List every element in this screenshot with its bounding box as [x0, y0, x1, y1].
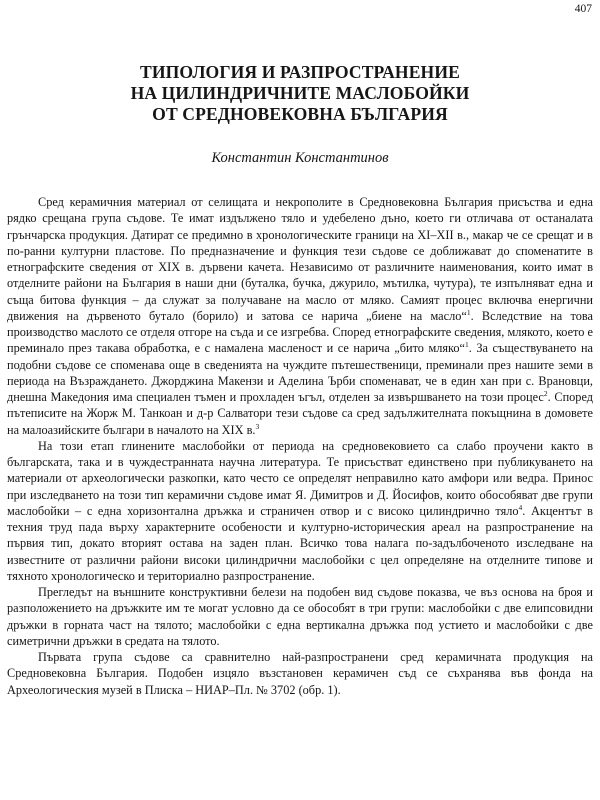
article-title — [0, 62, 600, 125]
title-line-1: ТИПОЛОГИЯ И РАЗПРОСТРАНЕНИЕ — [140, 62, 460, 82]
footnote-ref-3: 3 — [255, 421, 260, 431]
footnote-ref-2: 2 — [543, 388, 548, 398]
author-name: Константин Константинов — [211, 150, 389, 166]
title-line-3: ОТ СРЕДНОВЕКОВНА БЪЛГАРИЯ — [152, 104, 448, 124]
paragraph-1 — [7, 194, 593, 438]
paragraph-2-text-a: На този етап глинените маслобойки от периода на средновековието са слабо проучени както в българската, така и в чуждестранната научна литература. Те присъстват единствено при публикуването на материали от археологически разкопки, като често се определят неправилно като амфори или ведра. Принос при изследването на този тип керамични съдове имат Я. Димитров и Д. Йосифов, които обособяват две групи маслобойки – с една хоризонтална дръжка и страничен отвор и с високо цилиндрично тяло — [7, 438, 593, 518]
paragraph-4: Първата група съдове са сравнително най-разпространени сред керамичната продукция на Средновековна България. Подобен изцяло възстановен керамичен съд се съхранява във фонда на Археологическия музей в Плиска – НИАР–Пл. № 3702 (обр. 1). — [7, 650, 593, 697]
footnote-ref-1: 1 — [466, 307, 471, 317]
paragraph-1-text-c: . За съществуването на подобни съдове се споменава още в сведенията на чуждите пътешественици, преминали през нашите земи в периода на Възраждането. Джорджина Макензи и Аделина Ърби споменават, че в един хан при с. Врановци, днешна Македония има специален тъмен и прохладен ъгъл, отделен за извършването на този процес — [7, 341, 594, 404]
paragraph-1-text-d: . Според пътеписите на Жорж М. Танкоан и д-р Салватори тези съдове са сред задължителната покъщнина в домовете на малоазийските българи в началото на XIX в. — [7, 390, 593, 437]
paragraph-2-text-b: . Акцентът в техния труд пада върху характерните особености и културно-историческия ареал на разпространение на първия тип, докато вторият остава на заден план. Всичко това налага по-задълбоченото изследване на известните от различни райони високи цилиндрични маслобойки с цел определяне на отделните типове и тяхното хронологическо и териториално разпространение. — [7, 503, 593, 583]
footnote-ref-4: 4 — [518, 502, 523, 512]
paragraph-1-text-b: . Вследствие на това производство маслото се отделя отгоре на съда и се изгребва. Според етнографските сведения, млякото, което е преминало през такава обработка, е с намалена масленост и се нарича „бито мляко“ — [7, 308, 593, 356]
title-line-2: НА ЦИЛИНДРИЧНИТЕ МАСЛОБОЙКИ — [130, 83, 470, 103]
footnote-ref-1b: 1 — [465, 340, 469, 350]
page-number: 407 — [574, 3, 592, 15]
article-body — [7, 194, 593, 698]
paragraph-3: Прегледът на външните конструктивни белези на подобен вид съдове показва, че въз основа на броя и разположението на дръжките им те могат условно да се обособят в три групи: маслобойки с две елипсовидни дръжки в горната част на тялото; маслобойки с една вертикална дръжка под устието и маслобойки с две симетрични дръжки в средата на тялото. — [7, 585, 593, 648]
paragraph-2 — [7, 438, 593, 584]
paragraph-1-text-a: Сред керамичния материал от селищата и некрополите в Средновековна България присъства и една рядко срещана група съдове. Те имат издължено тяло и удебелено дъно, което ги отличава от останалата грънчарска продукция. Датират се предимно в хронологическите граници на XI–XII в., макар че се срещат и в по-ранни културни пластове. По предназначение и функция тези съдове се доближават до споменатите в етнографските сведения от XIX в. дървени качета. Независимо от различните наименования, които имат в отделните райони на България в наши дни (буталка, бучка, джурило, мътилка, чутура), те изпълняват една и съща битова функция – да служат за получаване на масло от мляко. Самият процес включва енергични движения на дървеното бутало (борило) и затова се нарича „биене на масло“ — [7, 195, 593, 323]
